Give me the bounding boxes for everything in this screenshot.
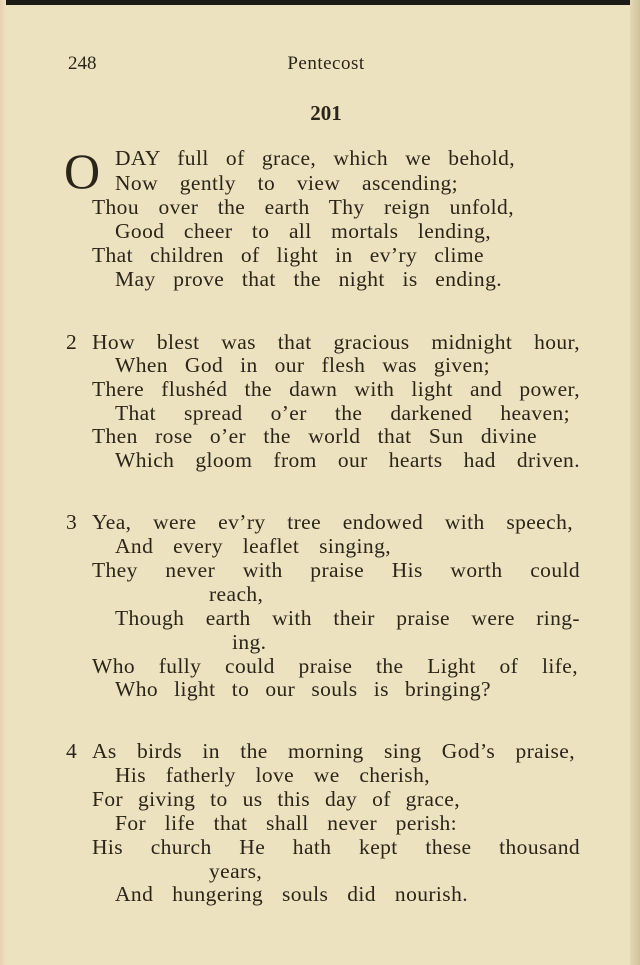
verse-line: Yea, were ev’ry tree endowed with speech,	[92, 510, 573, 534]
verse-line: reach,	[209, 582, 264, 606]
verse-line: When God in our flesh was given;	[115, 353, 490, 377]
verse-line: Good cheer to all mortals lending,	[115, 219, 491, 243]
drop-cap: O	[64, 143, 101, 199]
verse-line: That spread o’er the darkened heaven;	[115, 401, 570, 425]
verse-line: And hungering souls did nourish.	[115, 882, 468, 906]
verse-line: Thou over the earth Thy reign unfold,	[92, 195, 514, 219]
verse-number: 3	[66, 510, 77, 534]
verse-line: DAY full of grace, which we behold,	[115, 146, 515, 170]
scan-top-edge	[0, 0, 640, 5]
verse-line: As birds in the morning sing God’s praise,	[92, 739, 575, 763]
verse-line: For life that shall never perish:	[115, 811, 457, 835]
verse-line: Who light to our souls is bringing?	[115, 677, 491, 701]
verse-line: For giving to us this day of grace,	[92, 787, 460, 811]
verse-line: years,	[209, 859, 263, 883]
verse-line: Though earth with their praise were ring-	[115, 606, 580, 630]
verse-number: 4	[66, 739, 77, 763]
page-number: 248	[68, 53, 97, 74]
verse-line: And every leaflet singing,	[115, 534, 391, 558]
verse-number: 2	[66, 330, 77, 354]
verse-line: Then rose o’er the world that Sun divine	[92, 424, 537, 448]
verse-line: Which gloom from our hearts had driven.	[115, 448, 580, 472]
verse-line: Now gently to view ascending;	[115, 171, 458, 195]
page-edge	[630, 0, 640, 965]
verse-line: May prove that the night is ending.	[115, 267, 502, 291]
hymn-number: 201	[310, 101, 342, 125]
verse-line: How blest was that gracious midnight hour,	[92, 330, 580, 354]
verse-line: That children of light in ev’ry clime	[92, 243, 484, 267]
verse-line: They never with praise His worth could	[92, 558, 580, 582]
verse-line: His fatherly love we cherish,	[115, 763, 430, 787]
running-title: Pentecost	[287, 53, 365, 74]
verse-line: Who fully could praise the Light of life,	[92, 654, 578, 678]
verse-line: ing.	[232, 630, 267, 654]
page-gutter	[0, 0, 6, 965]
verse-line: His church He hath kept these thousand	[92, 835, 580, 859]
verse-line: There flushéd the dawn with light and power,	[92, 377, 580, 401]
